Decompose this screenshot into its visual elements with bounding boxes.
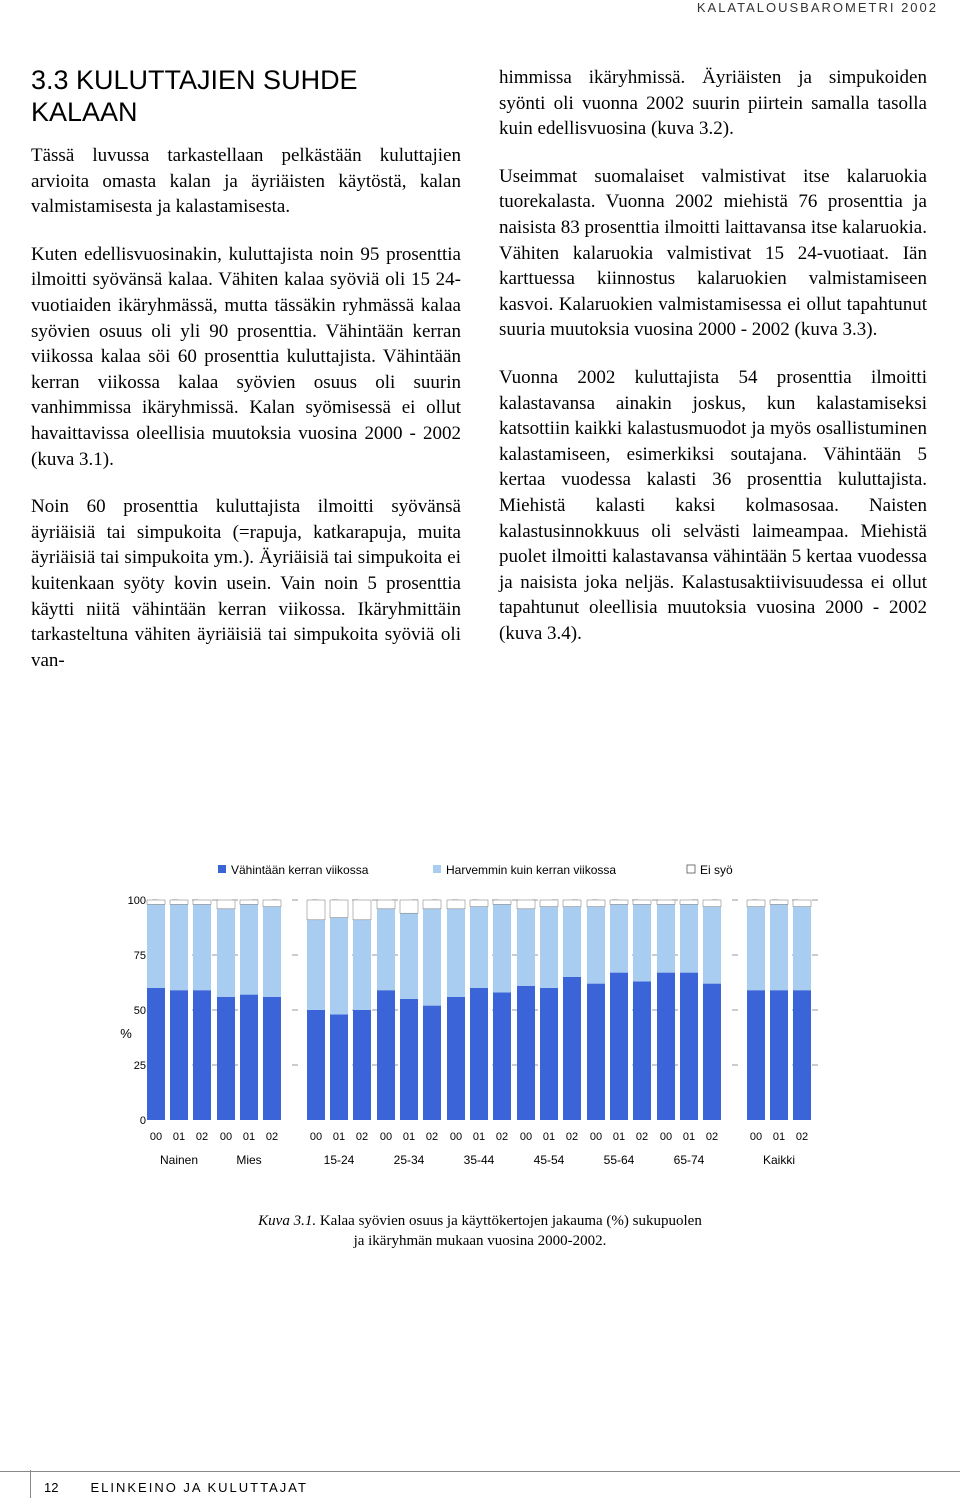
legend-swatch xyxy=(218,865,226,873)
bar-segment xyxy=(793,990,811,1120)
group-label: Mies xyxy=(236,1153,262,1167)
bar-segment xyxy=(703,907,721,984)
x-tick-label: 01 xyxy=(472,1131,486,1143)
bar-segment xyxy=(307,920,325,1010)
figure-caption xyxy=(0,1211,960,1251)
bar-segment xyxy=(540,900,558,907)
bar-segment xyxy=(587,984,605,1120)
bar-segment xyxy=(610,900,628,904)
paragraph: himmissa ikäryhmissä. Äyriäisten ja simpukoiden syönti oli vuonna 2002 suurin piirtein samalla tasolla kuin edellisvuosina (kuva 3.2). xyxy=(499,67,927,140)
bar-segment xyxy=(170,904,188,990)
footer-divider xyxy=(30,1470,31,1498)
bar-segment xyxy=(770,990,788,1120)
x-tick-label: 00 xyxy=(449,1131,463,1143)
x-tick-label: 02 xyxy=(495,1131,509,1143)
group-label: 15-24 xyxy=(323,1153,355,1167)
bar-segment xyxy=(633,981,651,1120)
y-tick-label: 0 xyxy=(139,1115,146,1127)
y-tick-label: 75 xyxy=(133,950,146,962)
page-number: 12 xyxy=(44,1480,59,1495)
bar-segment xyxy=(680,904,698,972)
group-label: 65-74 xyxy=(673,1153,705,1167)
bar-segment xyxy=(217,900,235,909)
bar-segment xyxy=(517,909,535,986)
x-tick-label: 02 xyxy=(425,1131,439,1143)
bar-segment xyxy=(330,1014,348,1120)
bar-segment xyxy=(633,904,651,981)
bar-segment xyxy=(563,977,581,1120)
bar-segment xyxy=(307,900,325,920)
bar-segment xyxy=(193,990,211,1120)
x-tick-label: 01 xyxy=(772,1131,786,1143)
bar-segment xyxy=(330,900,348,918)
bar-segment xyxy=(240,904,258,994)
x-tick-label: 01 xyxy=(682,1131,696,1143)
bar-segment xyxy=(400,900,418,913)
bar-segment xyxy=(330,918,348,1015)
footer xyxy=(44,1480,308,1495)
legend-label: Vähintään kerran viikossa xyxy=(231,863,369,877)
bar-segment xyxy=(307,1010,325,1120)
bar-segment xyxy=(747,990,765,1120)
x-tick-label: 00 xyxy=(309,1131,323,1143)
x-tick-label: 01 xyxy=(242,1131,256,1143)
x-tick-label: 02 xyxy=(565,1131,579,1143)
consumption-chart xyxy=(0,855,960,1185)
group-label: Nainen xyxy=(159,1153,199,1167)
x-tick-label: 01 xyxy=(172,1131,186,1143)
running-header: KALATALOUSBAROMETRI 2002 xyxy=(696,0,938,15)
right-column xyxy=(499,65,927,668)
x-tick-label: 01 xyxy=(612,1131,626,1143)
bar-segment xyxy=(240,995,258,1120)
bar-segment xyxy=(680,900,698,904)
bar-segment xyxy=(353,1010,371,1120)
bar-segment xyxy=(747,907,765,991)
bar-segment xyxy=(633,900,651,904)
bar-segment xyxy=(147,900,165,904)
bar-segment xyxy=(587,900,605,907)
bar-segment xyxy=(517,986,535,1120)
x-tick-label: 02 xyxy=(795,1131,809,1143)
x-tick-label: 02 xyxy=(355,1131,369,1143)
legend-swatch xyxy=(433,865,441,873)
x-tick-label: 00 xyxy=(749,1131,763,1143)
bar-segment xyxy=(263,907,281,997)
bar-segment xyxy=(793,900,811,907)
bar-segment xyxy=(423,900,441,909)
bar-segment xyxy=(377,900,395,909)
bar-segment xyxy=(447,909,465,997)
y-tick-label: 50 xyxy=(133,1005,146,1017)
x-tick-label: 00 xyxy=(379,1131,393,1143)
x-tick-label: 02 xyxy=(705,1131,719,1143)
bar-segment xyxy=(147,988,165,1120)
bar-segment xyxy=(400,999,418,1120)
section-title xyxy=(31,64,358,128)
bar-segment xyxy=(657,973,675,1120)
paragraph: Kuten edellisvuosinakin, kuluttajista noin 95 prosenttia ilmoitti syövänsä kalaa. Vähiten kalaa syöviä oli 15 24-vuotiaiden ikäryhmässä, mutta tässäkin ryhmässä kalaa syövien osuus oli yli 90 prosenttia. Vähintään kerran viikossa kalaa söi 60 prosenttia kuluttajista. Vähintään kerran viikossa kalaa syövien osuus oli suurin vanhimmissa ikäryhmissä. Kalan syömisessä ei ollut havaittavissa oleellisia muutoksia vuosina 2000 - 2002 (kuva 3.1). xyxy=(31,243,461,470)
legend-swatch xyxy=(687,865,695,873)
group-label: 35-44 xyxy=(463,1153,495,1167)
bar-segment xyxy=(470,907,488,988)
x-tick-label: 01 xyxy=(542,1131,556,1143)
x-tick-label: 00 xyxy=(659,1131,673,1143)
bar-segment xyxy=(470,988,488,1120)
group-label: 45-54 xyxy=(533,1153,565,1167)
group-label: Kaikki xyxy=(762,1153,796,1167)
group-label: 55-64 xyxy=(603,1153,635,1167)
x-tick-label: 00 xyxy=(519,1131,533,1143)
caption-line1: Kalaa syövien osuus ja käyttökertojen jakauma (%) sukupuolen xyxy=(316,1213,702,1229)
y-tick-label: 25 xyxy=(133,1060,146,1072)
bar-segment xyxy=(240,900,258,904)
legend-label: Ei syö xyxy=(700,863,733,877)
paragraph: Useimmat suomalaiset valmistivat itse kalaruokia tuorekalasta. Vuonna 2002 miehistä 76 prosenttia ja naisista 83 prosenttia ilmoitti laittavansa itse kalaruokia. Vähiten kalaruokia valmistivat 15 24-vuotiaat. Iän karttuessa kiinnostus kalaruokien valmistamiseen kasvoi. Kalaruokien valmistamisessa ei ollut tapahtunut suuria muutoksia vuosina 2000 - 2002 (kuva 3.3). xyxy=(499,165,927,341)
bar-segment xyxy=(517,900,535,909)
bar-segment xyxy=(193,904,211,990)
x-tick-label: 02 xyxy=(635,1131,649,1143)
bar-segment xyxy=(680,973,698,1120)
bar-segment xyxy=(217,909,235,997)
bar-segment xyxy=(703,900,721,907)
x-tick-label: 00 xyxy=(589,1131,603,1143)
bar-segment xyxy=(423,1006,441,1120)
caption-label: Kuva 3.1. xyxy=(258,1213,317,1229)
bar-segment xyxy=(610,973,628,1120)
bar-segment xyxy=(587,907,605,984)
bar-segment xyxy=(657,904,675,972)
bar-segment xyxy=(793,907,811,991)
bar-segment xyxy=(353,900,371,920)
bar-segment xyxy=(170,990,188,1120)
y-tick-label: 100 xyxy=(127,895,146,907)
section-title-line1: 3.3 KULUTTAJIEN SUHDE xyxy=(31,65,358,95)
bar-segment xyxy=(147,904,165,988)
bar-segment xyxy=(170,900,188,904)
paragraph: Vuonna 2002 kuluttajista 54 prosenttia ilmoitti kalastavansa ainakin joskus, kun kalastamiseksi katsottiin kaikki kalastusmuodot ja myös osallistuminen kalastamiseen, esimerkiksi soutajana. Vähintään 5 kertaa vuodessa kalasti 36 prosenttia kuluttajista. Miehistä kalasti kaksi kolmasosaa. Naisten kalastusinnokkuus oli selvästi laimeampaa. Miehistä puolet ilmoitti kalastavansa vähintään 5 kertaa vuodessa ja naisista joka neljäs. Kalastusaktiivisuudessa ei ollut tapahtunut oleellisia muutoksia vuosina 2000 - 2002 (kuva 3.4). xyxy=(499,366,927,644)
footer-rule xyxy=(0,1471,960,1472)
bar-segment xyxy=(377,909,395,990)
bar-segment xyxy=(423,909,441,1006)
bar-segment xyxy=(493,900,511,904)
legend-label: Harvemmin kuin kerran viikossa xyxy=(446,863,617,877)
bar-segment xyxy=(447,997,465,1120)
y-axis-label: % xyxy=(120,1026,132,1041)
x-tick-label: 02 xyxy=(265,1131,279,1143)
section-title-line2: KALAAN xyxy=(31,97,138,127)
bar-segment xyxy=(770,904,788,990)
bar-segment xyxy=(540,907,558,988)
group-label: 25-34 xyxy=(393,1153,425,1167)
x-tick-label: 01 xyxy=(402,1131,416,1143)
bar-segment xyxy=(377,990,395,1120)
paragraph: Noin 60 prosenttia kuluttajista ilmoitti syövänsä äyriäisiä tai simpukoita (=rapuja, katkarapuja, muita äyriäisiä tai simpukoita ym.). Äyriäisiä tai simpukoita ei kuitenkaan syöty kovin usein. Vain noin 5 prosenttia käytti niitä vähintään kerran viikossa. Ikäryhmittäin tarkasteltuna vähiten äyriäisiä tai simpukoita syöviä oli van- xyxy=(31,496,461,671)
bar-segment xyxy=(470,900,488,907)
bar-segment xyxy=(563,907,581,977)
bar-segment xyxy=(540,988,558,1120)
bar-segment xyxy=(193,900,211,904)
bar-segment xyxy=(657,900,675,904)
bar-segment xyxy=(493,992,511,1120)
paragraph: Tässä luvussa tarkastellaan pelkästään kuluttajien arvioita omasta kalan ja äyriäisten käytöstä, kalan valmistamisesta ja kalastamisesta. xyxy=(31,145,461,218)
caption-line2: ja ikäryhmän mukaan vuosina 2000-2002. xyxy=(353,1233,607,1249)
bar-segment xyxy=(217,997,235,1120)
bar-segment xyxy=(353,920,371,1010)
bar-segment xyxy=(493,904,511,992)
bar-segment xyxy=(263,900,281,907)
bar-segment xyxy=(610,904,628,972)
footer-publisher: ELINKEINO JA KULUTTAJAT xyxy=(90,1480,308,1495)
x-tick-label: 00 xyxy=(219,1131,233,1143)
left-column xyxy=(31,143,461,695)
bar-segment xyxy=(563,900,581,907)
x-tick-label: 00 xyxy=(149,1131,163,1143)
x-tick-label: 01 xyxy=(332,1131,346,1143)
bar-segment xyxy=(447,900,465,909)
bar-segment xyxy=(770,900,788,904)
bar-segment xyxy=(747,900,765,907)
bar-segment xyxy=(703,984,721,1120)
x-tick-label: 02 xyxy=(195,1131,209,1143)
bar-segment xyxy=(400,913,418,999)
bar-segment xyxy=(263,997,281,1120)
